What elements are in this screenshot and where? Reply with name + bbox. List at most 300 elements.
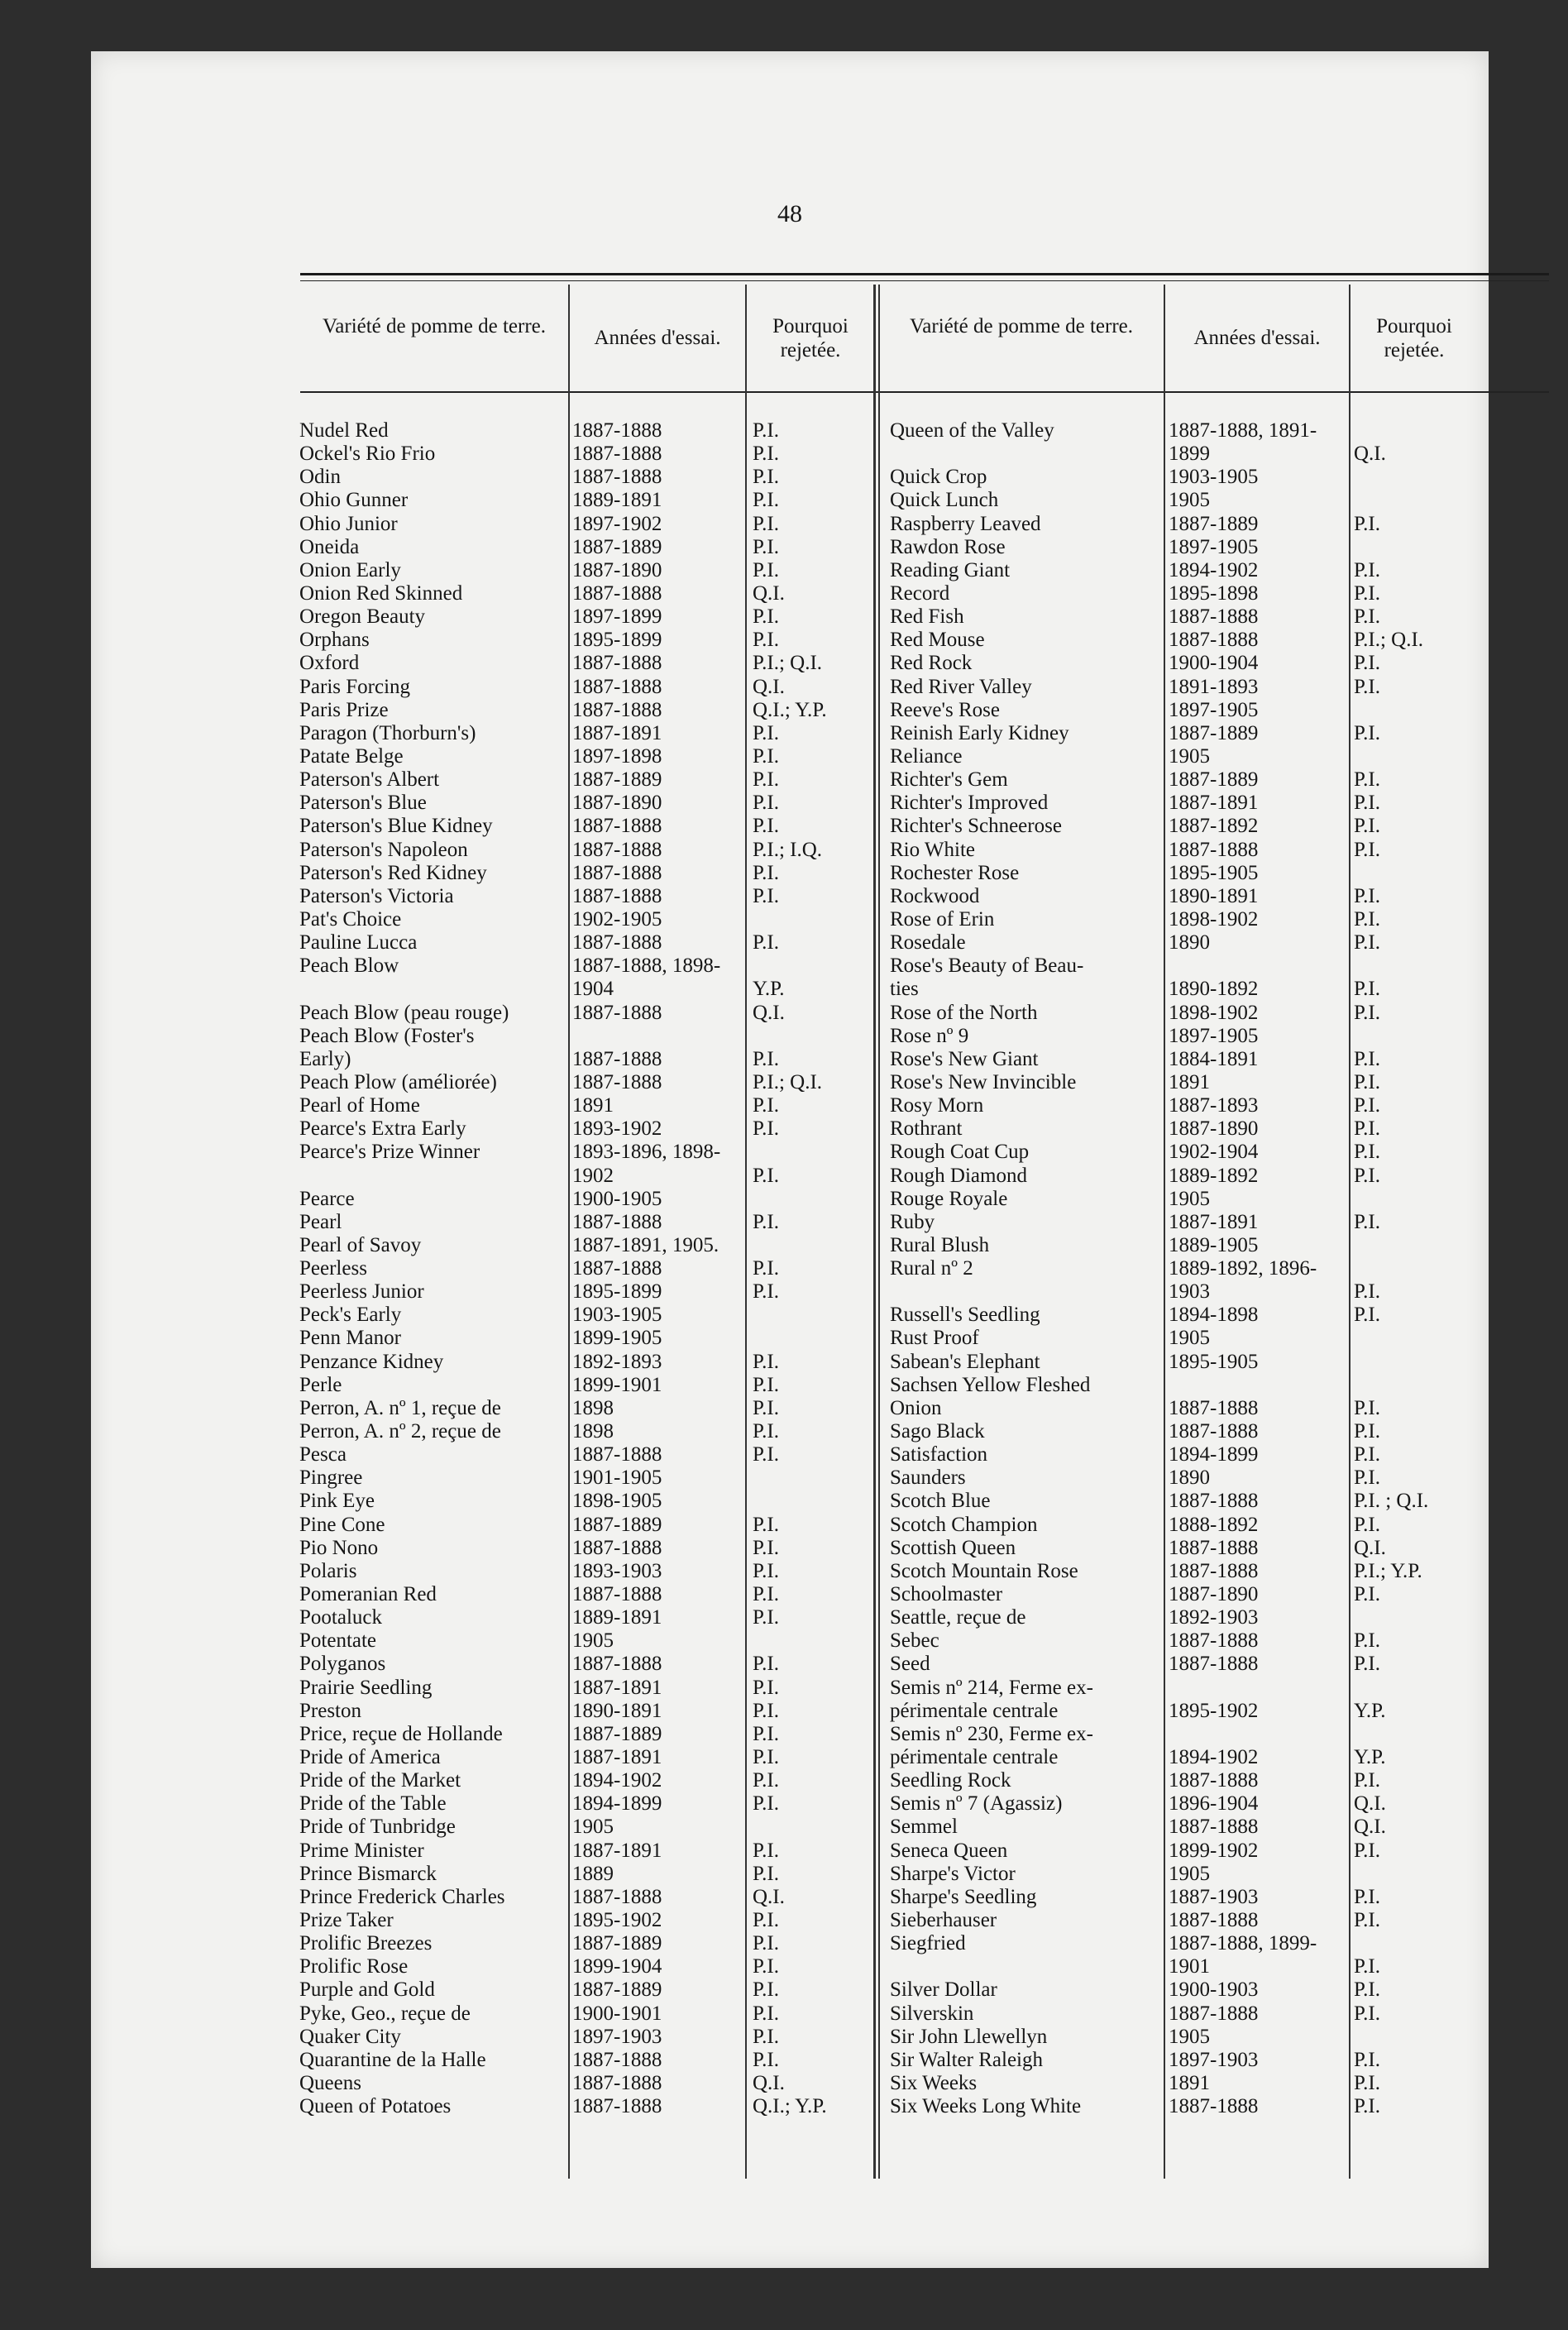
left-table-name-cell: Queens <box>299 2071 361 2094</box>
right-table-name-cell: Ruby <box>890 1210 935 1233</box>
left-table-years-cell: 1887-1888 <box>572 466 662 489</box>
right-table-name-cell: Semis nº 230, Ferme ex- <box>890 1722 1093 1745</box>
document-page <box>91 51 1489 2268</box>
left-table-years-cell: 1895-1899 <box>572 1280 662 1304</box>
right-table-name-cell: Raspberry Leaved <box>890 512 1041 535</box>
right-table-name-cell: Russell's Seedling <box>890 1304 1040 1327</box>
left-table-reason-cell: P.I. <box>753 443 779 466</box>
top-rule <box>300 273 1549 275</box>
right-table-years-cell: 1899-1902 <box>1169 1839 1259 1862</box>
left-table-name-cell: Paragon (Thorburn's) <box>299 721 476 744</box>
left-table-name-cell: Queen of Potatoes <box>299 2095 452 2118</box>
left-table-reason-cell: P.I. <box>753 1513 779 1536</box>
right-table-name-cell: Rothrant <box>890 1117 963 1141</box>
left-table-years-cell: 1899-1904 <box>572 1955 662 1978</box>
left-table-years-cell: 1894-1902 <box>572 1769 662 1792</box>
left-table-reason-cell: P.I. <box>753 1769 779 1792</box>
left-table-reason-cell: P.I.; I.Q. <box>753 838 823 861</box>
left-table-name-cell: Pauline Lucca <box>299 931 418 954</box>
left-table-reason-cell <box>753 1141 872 1164</box>
left-table-name-cell <box>299 1165 566 1188</box>
right-table-years-cell: 1898-1902 <box>1169 907 1259 931</box>
right-table-years-cell: 1897-1905 <box>1169 535 1259 558</box>
right-table-name-cell: Satisfaction <box>890 1443 988 1466</box>
right-reason-column <box>1354 419 1486 2118</box>
right-table-reason-cell: P.I. <box>1354 652 1380 675</box>
left-table-years-cell: 1887-1888 <box>572 419 662 442</box>
right-table-years-cell: 1905 <box>1169 489 1210 512</box>
left-header-reason: Pourquoi rejetée. <box>772 315 849 361</box>
right-table-name-cell <box>890 443 1161 466</box>
left-table-name-cell: Prolific Breezes <box>299 1932 433 1955</box>
left-table-years-cell: 1892-1893 <box>572 1350 662 1373</box>
right-table-years-cell: 1894-1902 <box>1169 1746 1259 1769</box>
left-table-years-cell: 1887-1889 <box>572 1932 662 1955</box>
right-table-name-cell: Saunders <box>890 1466 966 1490</box>
right-table-name-cell: Sago Black <box>890 1420 985 1443</box>
right-table-years-cell: 1890-1892 <box>1169 978 1259 1001</box>
left-table-name-cell: Peerless Junior <box>299 1280 424 1304</box>
right-table-years-cell: 1887-1893 <box>1169 1094 1259 1117</box>
left-table-reason-cell: P.I. <box>753 1722 779 1745</box>
left-header-variety: Variété de pomme de terre. <box>322 315 546 337</box>
right-table-reason-cell: P.I. <box>1354 2002 1380 2025</box>
right-table-name-cell: Scottish Queen <box>890 1536 1016 1559</box>
right-table-reason-cell <box>1354 745 1486 768</box>
right-table-reason-cell: P.I. <box>1354 1396 1380 1419</box>
right-table-reason-cell: P.I. <box>1354 907 1380 931</box>
right-table-name-cell: Richter's Improved <box>890 792 1049 815</box>
left-table-name-cell: Perron, A. nº 2, reçue de <box>299 1420 501 1443</box>
left-table-reason-cell: P.I. <box>753 1978 779 2002</box>
left-table-years-cell: 1887-1888 <box>572 652 662 675</box>
left-table-reason-cell: P.I. <box>753 1047 779 1070</box>
left-table-reason-cell: Q.I. <box>753 675 785 698</box>
left-table-reason-cell: P.I. <box>753 2048 779 2071</box>
right-table-name-cell: Rough Coat Cup <box>890 1141 1030 1164</box>
left-table-name-cell: Quaker City <box>299 2025 401 2048</box>
left-table-reason-cell: Y.P. <box>753 978 785 1001</box>
right-table-name-cell: Richter's Schneerose <box>890 815 1062 838</box>
right-table-years-cell: 1903-1905 <box>1169 466 1259 489</box>
right-table-years-cell: 1894-1902 <box>1169 558 1259 581</box>
right-table-name-cell: Rough Diamond <box>890 1164 1027 1187</box>
left-table-years-cell: 1887-1888 <box>572 1210 662 1233</box>
right-table-name-cell: Scotch Mountain Rose <box>890 1559 1078 1582</box>
right-header-reason: Pourquoi rejetée. <box>1376 315 1452 361</box>
left-table-reason-cell: P.I. <box>753 1094 779 1117</box>
right-table-name-cell <box>890 1280 1161 1304</box>
right-table-reason-cell <box>1354 1234 1486 1257</box>
left-table-years-cell: 1887-1891 <box>572 721 662 744</box>
right-table-name-cell: Reeve's Rose <box>890 698 1000 721</box>
right-table-reason-cell <box>1354 466 1486 489</box>
left-table-name-cell: Paterson's Albert <box>299 768 440 792</box>
left-table-years-cell: 1887-1888 <box>572 2071 662 2094</box>
left-table-name-cell: Peck's Early <box>299 1304 402 1327</box>
left-table-name-cell: Peerless <box>299 1257 367 1280</box>
right-table-reason-cell: P.I. <box>1354 978 1380 1001</box>
left-table-reason-cell: P.I. <box>753 1909 779 1931</box>
left-table-years-cell: 1900-1901 <box>572 2002 662 2025</box>
right-table-reason-cell: P.I. <box>1354 838 1380 861</box>
left-table-name-cell: Ockel's Rio Frio <box>299 443 436 466</box>
left-table-years-cell: 1887-1889 <box>572 535 662 558</box>
right-table-name-cell: Seed <box>890 1653 930 1676</box>
left-table-years-cell: 1893-1902 <box>572 1117 662 1141</box>
left-table-years-cell: 1887-1889 <box>572 1978 662 2002</box>
right-table-name-cell: Red Mouse <box>890 629 985 652</box>
left-table-name-cell: Pride of America <box>299 1746 441 1769</box>
right-table-reason-cell <box>1354 2026 1486 2049</box>
right-table-years-cell: 1889-1892 <box>1169 1164 1259 1187</box>
left-table-name-cell: Peach Blow <box>299 954 399 978</box>
right-table-years-cell: 1890 <box>1169 931 1210 954</box>
left-table-reason-cell: P.I. <box>753 1606 779 1629</box>
left-table-years-cell: 1887-1888 <box>572 1070 662 1093</box>
left-table-reason-cell: P.I. <box>753 1792 779 1816</box>
right-table-name-cell: Sharpe's Seedling <box>890 1885 1037 1908</box>
left-table-reason-cell: P.I. <box>753 1559 779 1582</box>
left-table-reason-cell: P.I.; Q.I. <box>753 652 823 675</box>
right-table-years-cell: 1905 <box>1169 744 1210 768</box>
left-table-name-cell: Price, reçue de Hollande <box>299 1722 503 1745</box>
left-table-years-cell: 1887-1888 <box>572 1885 662 1908</box>
right-table-reason-cell: Q.I. <box>1354 1536 1386 1559</box>
right-table-reason-cell: P.I. <box>1354 1909 1380 1931</box>
left-table-reason-cell: P.I. <box>753 1420 779 1443</box>
right-table-years-cell: 1889-1905 <box>1169 1233 1259 1256</box>
right-table-reason-cell: P.I. <box>1354 1513 1380 1536</box>
right-table-reason-cell <box>1354 699 1486 722</box>
right-table-years-cell: 1887-1888 <box>1169 838 1259 861</box>
right-table-reason-cell: Q.I. <box>1354 1792 1386 1816</box>
right-table-years-cell: 1887-1888 <box>1169 1769 1259 1792</box>
left-table-years-cell: 1887-1889 <box>572 768 662 792</box>
left-table-reason-cell: Q.I. <box>753 1885 785 1908</box>
left-table-years-cell: 1900-1905 <box>572 1187 662 1210</box>
right-variety-column <box>890 419 1161 2118</box>
left-table-years-cell: 1897-1899 <box>572 605 662 629</box>
center-double-separator-a <box>873 285 876 2179</box>
right-table-name-cell: Rose nº 9 <box>890 1024 969 1047</box>
left-table-name-cell: Prince Frederick Charles <box>299 1885 505 1908</box>
right-table-name-cell: Rio White <box>890 838 976 861</box>
right-table-reason-cell: P.I. <box>1354 2071 1380 2094</box>
right-table-name-cell: Rosy Morn <box>890 1094 984 1117</box>
left-table-name-cell: Preston <box>299 1699 361 1722</box>
right-table-reason-cell: P.I. <box>1354 581 1380 605</box>
right-table-years-cell: 1888-1892 <box>1169 1513 1259 1536</box>
left-table-reason-cell: P.I. <box>753 1862 779 1885</box>
right-table-reason-cell: P.I. <box>1354 512 1380 535</box>
left-table-reason-cell: P.I. <box>753 489 779 512</box>
left-table-years-cell: 1887-1888 <box>572 861 662 884</box>
right-table-years-cell: 1887-1889 <box>1169 512 1259 535</box>
right-table-years-cell: 1905 <box>1169 1327 1210 1350</box>
left-table-reason-cell: P.I. <box>753 1373 779 1396</box>
right-table-years-cell: 1887-1888 <box>1169 2002 1259 2025</box>
right-table-name-cell: Six Weeks <box>890 2071 978 2094</box>
left-table-years-cell <box>572 1025 742 1048</box>
right-table-name-cell: Rose's New Invincible <box>890 1070 1077 1093</box>
left-table-years-cell: 1887-1891 <box>572 1746 662 1769</box>
right-table-years-cell <box>1169 1677 1346 1700</box>
left-table-reason-cell: P.I. <box>753 1443 779 1466</box>
left-table-years-cell: 1897-1902 <box>572 512 662 535</box>
right-table-years-cell: 1887-1891 <box>1169 792 1259 815</box>
left-table-years-cell: 1887-1888 <box>572 698 662 721</box>
right-table-reason-cell: P.I. <box>1354 1466 1380 1490</box>
left-table-name-cell: Prize Taker <box>299 1909 394 1931</box>
right-table-reason-cell <box>1354 1188 1486 1211</box>
right-table-name-cell: Sieberhauser <box>890 1909 997 1931</box>
page-number: 48 <box>777 200 802 227</box>
left-table-name-cell: Oxford <box>299 652 360 675</box>
left-table-name-cell: Early) <box>299 1047 351 1070</box>
right-table-reason-cell <box>1354 1863 1486 1886</box>
right-table-reason-cell <box>1354 1327 1486 1350</box>
right-table-years-cell: 1897-1903 <box>1169 2048 1259 2071</box>
right-table-reason-cell <box>1354 489 1486 512</box>
left-table-name-cell: Oregon Beauty <box>299 605 426 629</box>
right-table-reason-cell: P.I. <box>1354 931 1380 954</box>
right-table-years-cell: 1895-1902 <box>1169 1699 1259 1722</box>
left-table-years-cell: 1887-1888 <box>572 443 662 466</box>
left-table-years-cell: 1887-1888 <box>572 1257 662 1280</box>
right-table-name-cell: Silverskin <box>890 2002 974 2025</box>
right-table-name-cell: Reliance <box>890 744 963 768</box>
left-table-years-cell: 1905 <box>572 1629 614 1653</box>
left-table-reason-cell: P.I. <box>753 1350 779 1373</box>
right-table-years-cell: 1905 <box>1169 1187 1210 1210</box>
left-table-reason-cell <box>753 1234 872 1257</box>
right-table-years-cell: 1887-1888 <box>1169 1816 1259 1839</box>
left-table-name-cell: Pride of the Market <box>299 1769 461 1792</box>
right-table-years-cell: 1901 <box>1169 1955 1210 1978</box>
right-table-name-cell: Sachsen Yellow Fleshed <box>890 1373 1091 1396</box>
left-table-years-cell: 1887-1888 <box>572 1047 662 1070</box>
left-table-reason-cell: P.I. <box>753 1210 779 1233</box>
right-table-reason-cell: P.I. <box>1354 1629 1380 1653</box>
right-table-reason-cell <box>1354 1677 1486 1700</box>
right-table-years-cell: 1887-1888 <box>1169 1536 1259 1559</box>
left-table-name-cell: Paterson's Victoria <box>299 884 454 907</box>
right-table-name-cell: périmentale centrale <box>890 1699 1059 1722</box>
right-table-name-cell: Reading Giant <box>890 558 1011 581</box>
left-table-name-cell: Pearce <box>299 1187 355 1210</box>
left-table-years-cell: 1889 <box>572 1862 614 1885</box>
left-table-reason-cell: P.I. <box>753 1536 779 1559</box>
left-table-name-cell: Pearl of Savoy <box>299 1233 422 1256</box>
left-table-reason-cell: P.I. <box>753 1746 779 1769</box>
right-table-years-cell: 1887-1888 <box>1169 1629 1259 1653</box>
left-table-reason-cell: P.I. <box>753 2025 779 2048</box>
right-table-years-cell: 1887-1903 <box>1169 1885 1259 1908</box>
right-table-name-cell: Rose of Erin <box>890 907 995 931</box>
left-table-reason-cell <box>753 908 872 931</box>
left-table-reason-cell: P.I. <box>753 1280 779 1304</box>
right-table-years-cell: 1887-1889 <box>1169 768 1259 792</box>
left-col-separator-1 <box>568 285 570 2179</box>
right-table-reason-cell: P.I. <box>1354 1583 1380 1606</box>
left-table-name-cell: Paterson's Blue <box>299 792 427 815</box>
right-table-reason-cell <box>1354 1932 1486 1955</box>
left-table-years-cell: 1893-1896, 1898- <box>572 1141 721 1164</box>
right-table-name-cell: Sabean's Elephant <box>890 1350 1040 1373</box>
right-table-years-cell: 1887-1888 <box>1169 1396 1259 1419</box>
right-table-reason-cell: P.I. <box>1354 1955 1380 1978</box>
left-table-reason-cell: P.I. <box>753 512 779 535</box>
right-table-name-cell: Record <box>890 581 950 605</box>
right-table-reason-cell <box>1354 1723 1486 1746</box>
left-table-reason-cell: P.I. <box>753 861 779 884</box>
left-table-reason-cell: P.I. <box>753 792 779 815</box>
left-table-name-cell: Pride of Tunbridge <box>299 1816 456 1839</box>
left-table-name-cell: Prime Minister <box>299 1839 424 1862</box>
right-table-years-cell <box>1169 1723 1346 1746</box>
left-table-name-cell: Peach Blow (Foster's <box>299 1024 475 1047</box>
right-table-years-cell: 1887-1892 <box>1169 815 1259 838</box>
left-table-name-cell: Pearl <box>299 1210 342 1233</box>
right-table-years-cell: 1887-1888 <box>1169 2095 1259 2118</box>
left-table-reason-cell: P.I. <box>753 1932 779 1955</box>
left-table-years-cell: 1891 <box>572 1094 614 1117</box>
right-table-name-cell: Scotch Champion <box>890 1513 1038 1536</box>
left-table-name-cell: Ohio Junior <box>299 512 398 535</box>
left-table-name-cell: Quarantine de la Halle <box>299 2048 486 2071</box>
left-table-name-cell: Pine Cone <box>299 1513 385 1536</box>
left-table-years-cell: 1901-1905 <box>572 1466 662 1490</box>
right-table-years-cell: 1884-1891 <box>1169 1047 1259 1070</box>
right-table-reason-cell: P.I. <box>1354 884 1380 907</box>
header-rule <box>300 391 1549 393</box>
right-table-reason-cell: Q.I. <box>1354 443 1386 466</box>
right-table-name-cell: Rockwood <box>890 884 980 907</box>
left-table-years-cell: 1897-1903 <box>572 2025 662 2048</box>
left-table-years-cell: 1902-1905 <box>572 907 662 931</box>
left-table-years-cell: 1887-1888 <box>572 884 662 907</box>
right-table-name-cell: Sir John Llewellyn <box>890 2025 1048 2048</box>
right-table-reason-cell: P.I. <box>1354 675 1380 698</box>
left-table-name-cell: Pingree <box>299 1466 363 1490</box>
right-table-years-cell: 1889-1892, 1896- <box>1169 1257 1317 1280</box>
center-double-separator-b <box>878 285 880 2179</box>
right-table-name-cell: périmentale centrale <box>890 1746 1059 1769</box>
right-table-name-cell: Rochester Rose <box>890 861 1020 884</box>
left-table-years-cell: 1887-1891 <box>572 1676 662 1699</box>
right-table-reason-cell: P.I. <box>1354 558 1380 581</box>
left-table-reason-cell: P.I. <box>753 1164 779 1187</box>
left-table-years-cell: 1899-1905 <box>572 1327 662 1350</box>
left-table-years-cell: 1887-1888 <box>572 1001 662 1024</box>
right-table-reason-cell: P.I. ; Q.I. <box>1354 1490 1429 1513</box>
left-table-name-cell: Pearce's Prize Winner <box>299 1141 480 1164</box>
left-table-name-cell: Pomeranian Red <box>299 1583 437 1606</box>
right-table-reason-cell: P.I. <box>1354 1653 1380 1676</box>
left-table-reason-cell: P.I. <box>753 1839 779 1862</box>
top-rule-thin <box>300 280 1549 281</box>
right-table-years-cell: 1900-1903 <box>1169 1978 1259 2002</box>
right-table-name-cell: Scotch Blue <box>890 1490 991 1513</box>
right-table-reason-cell <box>1354 954 1486 978</box>
left-years-column <box>572 419 742 2118</box>
right-table-reason-cell: P.I.; Q.I. <box>1354 629 1424 652</box>
right-table-years-cell <box>1169 954 1346 978</box>
left-table-name-cell: Paterson's Napoleon <box>299 838 468 861</box>
right-table-reason-cell: P.I. <box>1354 1210 1380 1233</box>
right-table-name-cell: Rose's New Giant <box>890 1047 1039 1070</box>
left-table-name-cell: Onion Red Skinned <box>299 581 463 605</box>
right-table-name-cell: Red Fish <box>890 605 964 629</box>
left-table-reason-cell: P.I. <box>753 1653 779 1676</box>
right-table-reason-cell: P.I. <box>1354 721 1380 744</box>
right-table-name-cell: Quick Lunch <box>890 489 999 512</box>
left-table-reason-cell <box>753 1304 872 1327</box>
right-table-years-cell: 1897-1905 <box>1169 698 1259 721</box>
left-table-name-cell: Ohio Gunner <box>299 489 409 512</box>
left-table-reason-cell <box>753 954 872 978</box>
left-table-reason-cell: P.I. <box>753 884 779 907</box>
left-table-name-cell: Pearce's Extra Early <box>299 1117 466 1141</box>
left-table-years-cell: 1895-1902 <box>572 1909 662 1931</box>
left-table-name-cell: Paris Prize <box>299 698 389 721</box>
right-table-name-cell: Rawdon Rose <box>890 535 1006 558</box>
right-table-reason-cell <box>1354 862 1486 885</box>
right-table-name-cell: Queen of the Valley <box>890 419 1054 442</box>
left-table-name-cell: Peach Blow (peau rouge) <box>299 1001 509 1024</box>
right-table-years-cell: 1887-1888 <box>1169 1909 1259 1931</box>
right-table-name-cell: Seedling Rock <box>890 1769 1011 1792</box>
left-table-name-cell: Pink Eye <box>299 1490 375 1513</box>
left-table-reason-cell: P.I. <box>753 419 779 442</box>
right-table-years-cell: 1887-1888 <box>1169 1420 1259 1443</box>
right-table-reason-cell <box>1354 1257 1486 1280</box>
right-table-reason-cell <box>1354 1025 1486 1048</box>
left-table-name-cell: Paterson's Red Kidney <box>299 861 487 884</box>
left-table-years-cell: 1898 <box>572 1420 614 1443</box>
right-table-years-cell: 1896-1904 <box>1169 1792 1259 1816</box>
right-table-reason-cell: P.I. <box>1354 1978 1380 2002</box>
right-table-years-cell: 1895-1905 <box>1169 861 1259 884</box>
left-table-reason-cell: P.I. <box>753 466 779 489</box>
right-table-reason-cell <box>1354 419 1486 443</box>
left-reason-column <box>753 419 872 2118</box>
left-table-years-cell: 1903-1905 <box>572 1304 662 1327</box>
right-table-reason-cell: P.I. <box>1354 1443 1380 1466</box>
right-table-years-cell: 1887-1888 <box>1169 1490 1259 1513</box>
left-table-reason-cell <box>753 1466 872 1490</box>
left-table-reason-cell: P.I. <box>753 558 779 581</box>
right-table-reason-cell: P.I. <box>1354 1769 1380 1792</box>
right-table-name-cell: Onion <box>890 1396 942 1419</box>
right-table-years-cell: 1905 <box>1169 1862 1210 1885</box>
right-table-name-cell: Red Rock <box>890 652 973 675</box>
right-table-years-cell: 1887-1890 <box>1169 1117 1259 1141</box>
left-table-years-cell: 1887-1889 <box>572 1722 662 1745</box>
right-table-name-cell: Rosedale <box>890 931 966 954</box>
left-table-years-cell: 1899-1901 <box>572 1373 662 1396</box>
right-table-reason-cell: P.I. <box>1354 1094 1380 1117</box>
left-col-separator-2 <box>745 285 747 2179</box>
left-table-name-cell: Prince Bismarck <box>299 1862 437 1885</box>
right-table-reason-cell: P.I. <box>1354 768 1380 792</box>
left-table-name-cell: Paterson's Blue Kidney <box>299 815 493 838</box>
right-table-years-cell: 1900-1904 <box>1169 652 1259 675</box>
right-table-name-cell: Sir Walter Raleigh <box>890 2048 1043 2071</box>
right-table-reason-cell: P.I. <box>1354 1070 1380 1093</box>
left-table-years-cell: 1887-1888 <box>572 581 662 605</box>
